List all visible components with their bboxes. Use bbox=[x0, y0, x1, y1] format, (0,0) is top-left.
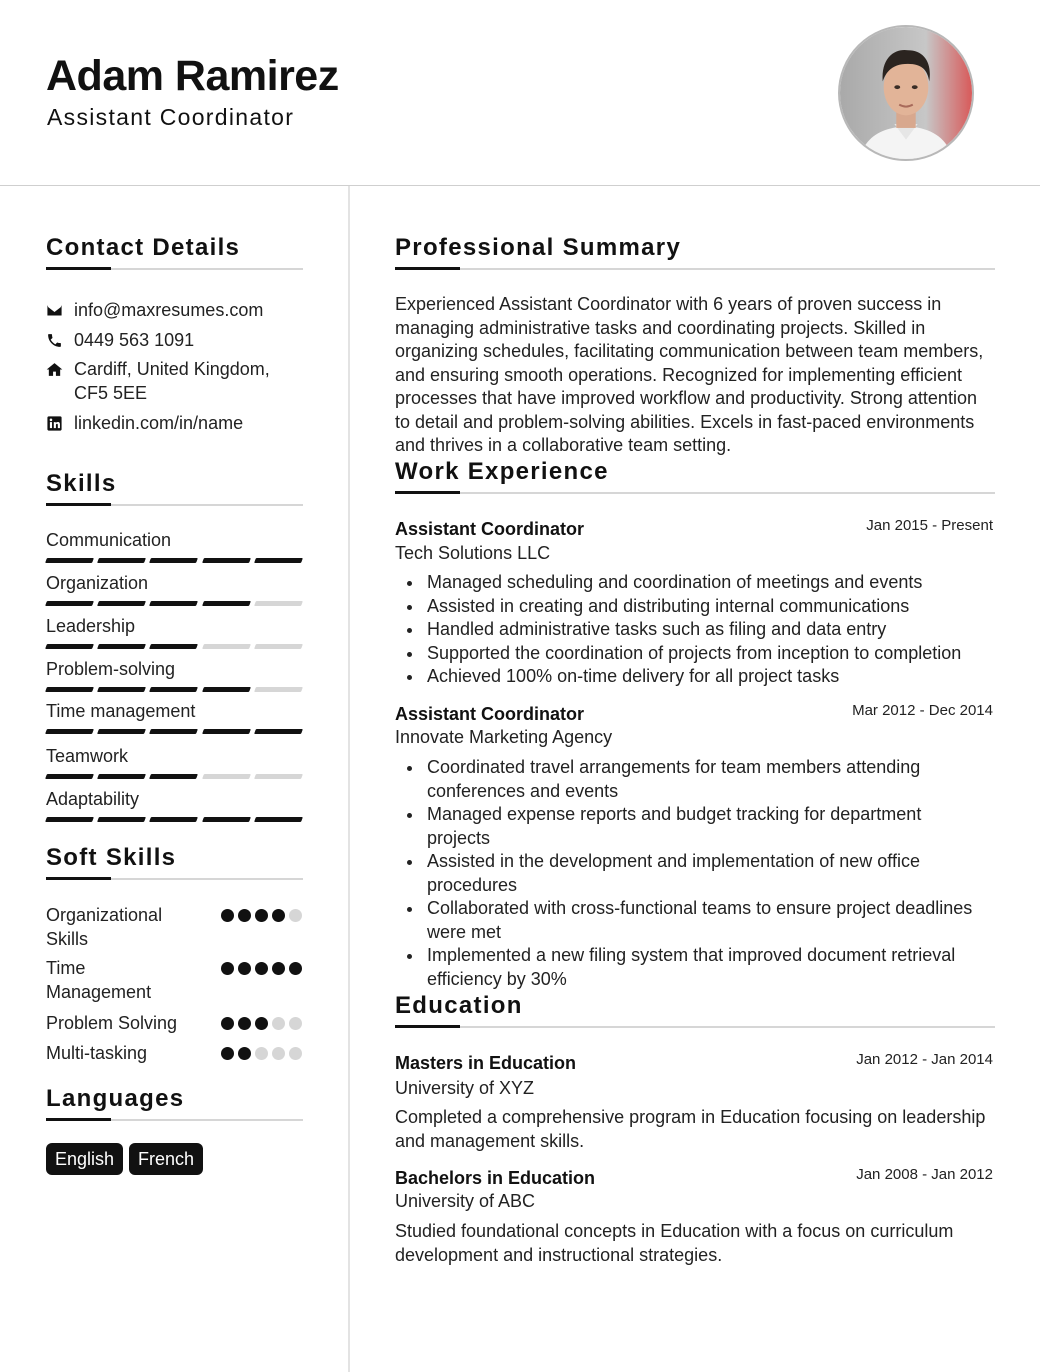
resume-header bbox=[0, 0, 1040, 186]
school-name: University of XYZ bbox=[395, 1078, 535, 1098]
skill-level-segment bbox=[254, 644, 303, 649]
linkedin-icon bbox=[46, 411, 74, 435]
rating-dot bbox=[289, 962, 302, 975]
job-dates: Jan 2015 - Present bbox=[866, 517, 993, 534]
section-rule bbox=[46, 1119, 303, 1121]
school-name: University of ABC bbox=[395, 1191, 536, 1211]
skill-level-segment bbox=[149, 729, 198, 734]
skill-level-segment bbox=[45, 687, 94, 692]
job-dates: Mar 2012 - Dec 2014 bbox=[852, 702, 993, 719]
skill-label: Time management bbox=[46, 701, 196, 721]
skill-level-segment bbox=[202, 687, 251, 692]
soft-skill-item bbox=[46, 903, 302, 951]
contact-email[interactable] bbox=[46, 298, 263, 322]
soft-skill-label: Multi-tasking bbox=[46, 1043, 148, 1063]
skill-level-segment bbox=[254, 774, 303, 779]
experience-title: Work Experience bbox=[395, 458, 609, 485]
degree-dates: Jan 2008 - Jan 2012 bbox=[856, 1166, 993, 1183]
skill-level-segment bbox=[149, 558, 198, 563]
rating-dot bbox=[238, 1017, 251, 1030]
skills-section-heading bbox=[46, 470, 303, 506]
rating-dot bbox=[238, 1047, 251, 1060]
rating-dot bbox=[272, 1047, 285, 1060]
degree-dates: Jan 2012 - Jan 2014 bbox=[856, 1051, 993, 1068]
soft-skill-rating bbox=[221, 956, 302, 1004]
languages-title: Languages bbox=[46, 1085, 185, 1112]
job-title: Assistant Coordinator bbox=[395, 704, 585, 724]
rating-dot bbox=[255, 962, 268, 975]
portrait-image bbox=[840, 27, 972, 159]
skill-level-segment bbox=[149, 817, 198, 822]
skill-level-segment bbox=[254, 817, 303, 822]
skill-level-segment bbox=[45, 601, 94, 606]
phone-icon bbox=[46, 328, 74, 352]
skill-level-segment bbox=[45, 558, 94, 563]
contact-section-heading bbox=[46, 234, 303, 270]
rating-dot bbox=[272, 962, 285, 975]
job-bullet: Coordinated travel arrangements for team members attending conferences and events bbox=[427, 756, 982, 803]
rating-dot bbox=[221, 1017, 234, 1030]
skill-level-segment bbox=[254, 729, 303, 734]
skill-level-segment bbox=[254, 558, 303, 563]
skill-item bbox=[46, 745, 302, 779]
job-bullet: Handled administrative tasks such as filing and data entry bbox=[427, 618, 997, 642]
languages-section-heading bbox=[46, 1085, 303, 1121]
skills-title: Skills bbox=[46, 470, 117, 497]
column-divider bbox=[348, 186, 350, 1372]
skill-level-bar bbox=[46, 601, 302, 606]
rating-dot bbox=[238, 909, 251, 922]
degree-title: Bachelors in Education bbox=[395, 1168, 596, 1188]
skill-level-bar bbox=[46, 687, 302, 692]
soft-skills-section-heading bbox=[46, 844, 303, 880]
rating-dot bbox=[255, 909, 268, 922]
summary-section-heading bbox=[395, 234, 995, 270]
skill-level-bar bbox=[46, 644, 302, 649]
section-rule bbox=[46, 268, 303, 270]
contact-linkedin[interactable] bbox=[46, 411, 243, 435]
email-text: info@maxresumes.com bbox=[74, 300, 264, 320]
candidate-role: Assistant Coordinator bbox=[47, 104, 295, 130]
soft-skill-rating bbox=[221, 1041, 302, 1065]
language-badge: French bbox=[129, 1143, 203, 1175]
job-bullet: Assisted in the development and implementation of new office procedures bbox=[427, 850, 982, 897]
degree-title: Masters in Education bbox=[395, 1053, 577, 1073]
skill-item bbox=[46, 529, 302, 563]
job-bullet: Managed expense reports and budget tracking for department projects bbox=[427, 803, 982, 850]
skill-level-segment bbox=[202, 644, 251, 649]
contact-phone[interactable] bbox=[46, 328, 194, 352]
address-line-2: CF5 5EE bbox=[74, 383, 148, 403]
phone-text: 0449 563 1091 bbox=[74, 330, 195, 350]
contact-title: Contact Details bbox=[46, 234, 241, 261]
skill-level-segment bbox=[45, 817, 94, 822]
skill-level-segment bbox=[97, 774, 146, 779]
skill-label: Problem-solving bbox=[46, 659, 176, 679]
skill-level-segment bbox=[45, 774, 94, 779]
job-bullet: Achieved 100% on-time delivery for all project tasks bbox=[427, 665, 997, 689]
education-title: Education bbox=[395, 992, 523, 1019]
soft-skill-item bbox=[46, 1011, 302, 1035]
candidate-name: Adam Ramirez bbox=[46, 52, 339, 100]
skill-level-bar bbox=[46, 729, 302, 734]
skill-level-segment bbox=[202, 817, 251, 822]
job-bullet: Collaborated with cross-functional teams to ensure project deadlines were met bbox=[427, 897, 982, 944]
rating-dot bbox=[255, 1047, 268, 1060]
skill-item bbox=[46, 615, 302, 649]
skill-label: Adaptability bbox=[46, 789, 140, 809]
skill-level-segment bbox=[254, 687, 303, 692]
languages-list bbox=[46, 1143, 203, 1175]
rating-dot bbox=[289, 1017, 302, 1030]
job-bullets bbox=[427, 571, 997, 689]
rating-dot bbox=[289, 909, 302, 922]
address-text bbox=[74, 357, 270, 405]
envelope-icon bbox=[46, 298, 74, 322]
degree-description: Studied foundational concepts in Education with a focus on curriculum development and instructional strategies. bbox=[395, 1221, 954, 1265]
rating-dot bbox=[272, 909, 285, 922]
profile-photo bbox=[838, 25, 974, 161]
job-bullet: Managed scheduling and coordination of meetings and events bbox=[427, 571, 997, 595]
skill-label: Leadership bbox=[46, 616, 136, 636]
skill-level-segment bbox=[97, 687, 146, 692]
rating-dot bbox=[289, 1047, 302, 1060]
rating-dot bbox=[272, 1017, 285, 1030]
skill-item bbox=[46, 572, 302, 606]
soft-skill-rating bbox=[221, 903, 302, 951]
job-bullet: Supported the coordination of projects from inception to completion bbox=[427, 642, 997, 666]
skill-level-segment bbox=[97, 817, 146, 822]
skill-item bbox=[46, 788, 302, 822]
skill-item bbox=[46, 658, 302, 692]
soft-skill-item bbox=[46, 956, 302, 1004]
skill-level-segment bbox=[149, 774, 198, 779]
job-bullets bbox=[427, 756, 982, 991]
rating-dot bbox=[221, 909, 234, 922]
skill-level-bar bbox=[46, 817, 302, 822]
address-line-1: Cardiff, United Kingdom, bbox=[74, 359, 270, 379]
skill-label: Teamwork bbox=[46, 746, 129, 766]
skill-level-segment bbox=[97, 729, 146, 734]
section-rule bbox=[46, 504, 303, 506]
skill-level-segment bbox=[97, 601, 146, 606]
skill-level-segment bbox=[97, 644, 146, 649]
rating-dot bbox=[238, 962, 251, 975]
skill-level-segment bbox=[45, 644, 94, 649]
skill-level-segment bbox=[149, 644, 198, 649]
soft-skill-label: Time Management bbox=[46, 958, 152, 1002]
job-bullet: Assisted in creating and distributing internal communications bbox=[427, 595, 997, 619]
home-icon bbox=[46, 357, 74, 381]
skill-level-bar bbox=[46, 558, 302, 563]
rating-dot bbox=[221, 962, 234, 975]
experience-section-heading bbox=[395, 458, 995, 494]
summary-title: Professional Summary bbox=[395, 234, 682, 261]
soft-skills-title: Soft Skills bbox=[46, 844, 177, 871]
language-badge: English bbox=[46, 1143, 123, 1175]
skill-level-segment bbox=[202, 729, 251, 734]
job-company: Tech Solutions LLC bbox=[395, 543, 551, 563]
soft-skill-item bbox=[46, 1041, 302, 1065]
soft-skill-label: Organizational Skills bbox=[46, 905, 163, 949]
job-company: Innovate Marketing Agency bbox=[395, 727, 613, 747]
skill-item bbox=[46, 700, 302, 734]
skill-level-segment bbox=[149, 601, 198, 606]
rating-dot bbox=[221, 1047, 234, 1060]
skill-level-segment bbox=[149, 687, 198, 692]
section-rule bbox=[395, 492, 995, 494]
skill-level-segment bbox=[202, 558, 251, 563]
contact-address bbox=[46, 357, 270, 405]
skill-level-segment bbox=[97, 558, 146, 563]
skill-level-segment bbox=[254, 601, 303, 606]
education-section-heading bbox=[395, 992, 995, 1028]
soft-skill-rating bbox=[221, 1011, 302, 1035]
skill-level-segment bbox=[45, 729, 94, 734]
linkedin-text: linkedin.com/in/name bbox=[74, 413, 244, 433]
summary-text: Experienced Assistant Coordinator with 6 years of proven success in managing administrative tasks and coordinating projects. Skilled in organizing schedules, facilitating communication between team members, and ensuring smooth operations. Recognized for implementing efficient processes that have improved workflow and productivity. Strong attention to detail and problem-solving abilities. Excels in fast-paced environments and thrives in a collaborative team setting. bbox=[395, 294, 984, 455]
skill-level-bar bbox=[46, 774, 302, 779]
skill-level-segment bbox=[202, 774, 251, 779]
job-title: Assistant Coordinator bbox=[395, 519, 585, 539]
rating-dot bbox=[255, 1017, 268, 1030]
skill-label: Communication bbox=[46, 530, 172, 550]
section-rule bbox=[395, 268, 995, 270]
soft-skill-label: Problem Solving bbox=[46, 1013, 178, 1033]
skill-level-segment bbox=[202, 601, 251, 606]
job-bullet: Implemented a new filing system that improved document retrieval efficiency by 30% bbox=[427, 944, 982, 991]
degree-description: Completed a comprehensive program in Education focusing on leadership and management skills. bbox=[395, 1107, 986, 1151]
section-rule bbox=[46, 878, 303, 880]
skill-label: Organization bbox=[46, 573, 149, 593]
section-rule bbox=[395, 1026, 995, 1028]
